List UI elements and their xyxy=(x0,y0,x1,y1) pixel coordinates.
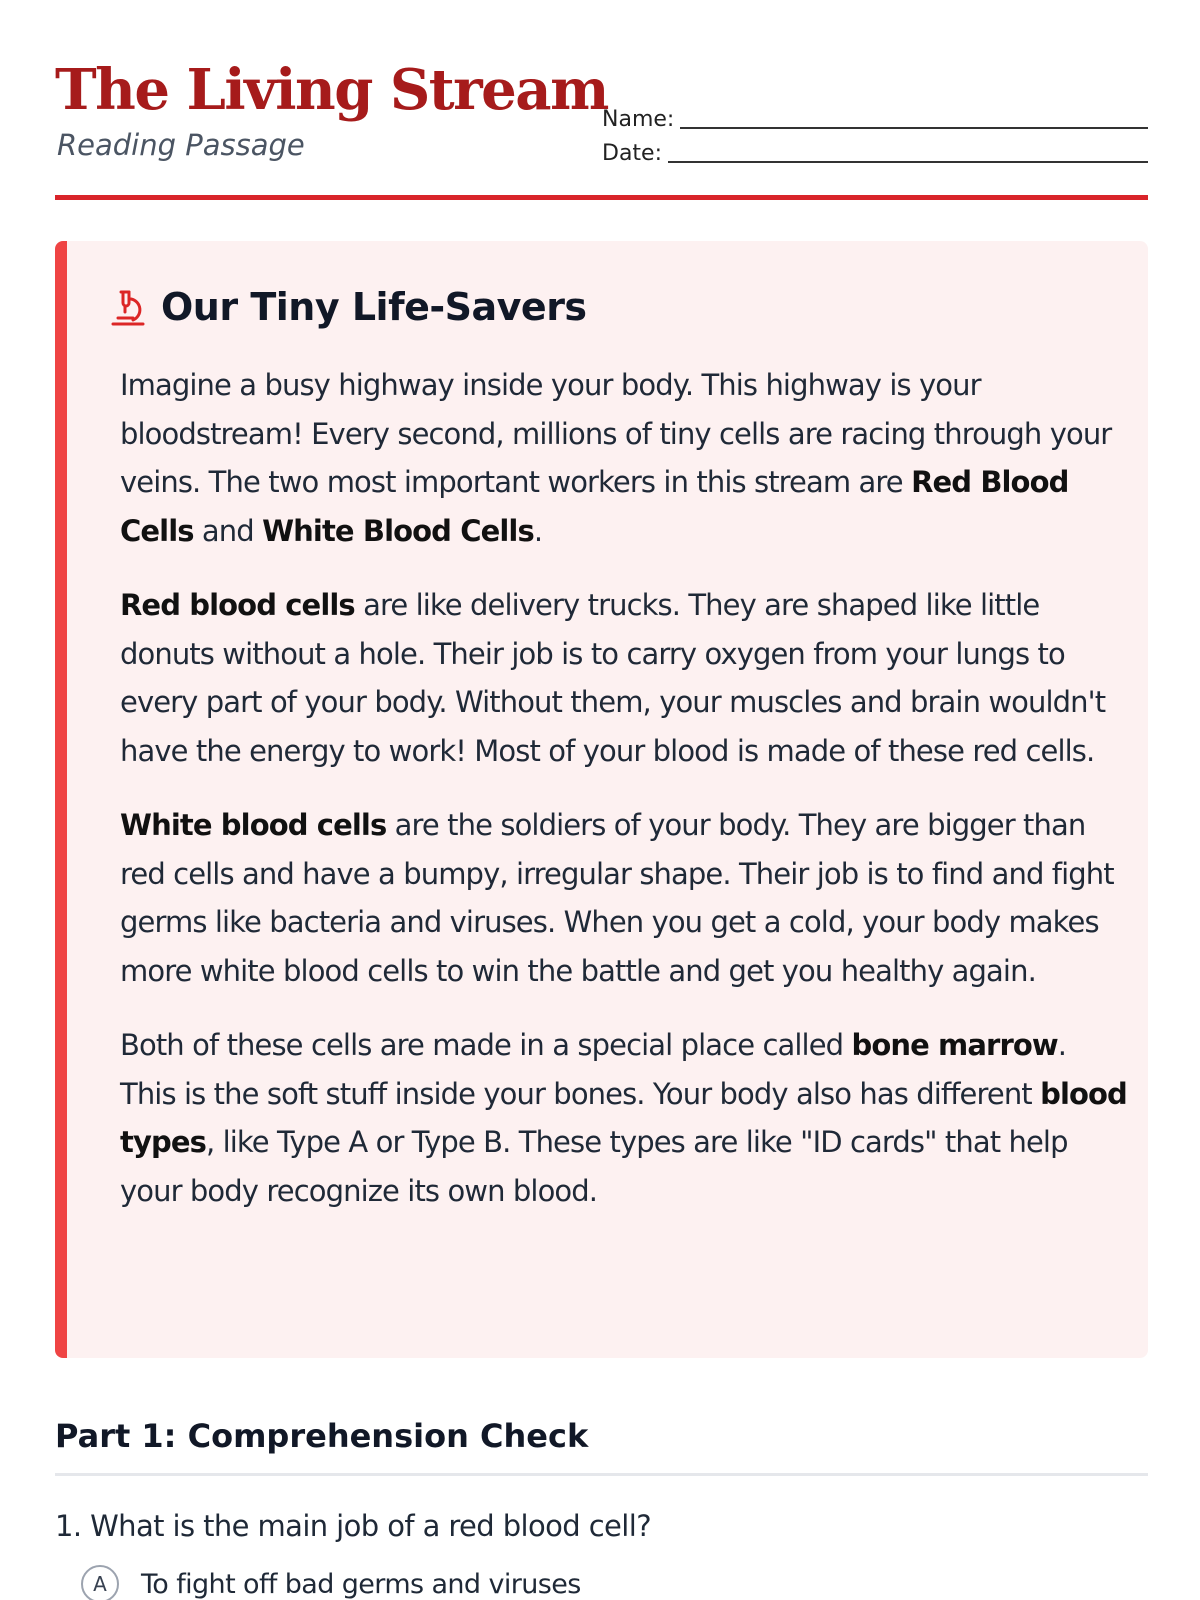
answer-option-a[interactable] xyxy=(81,1565,581,1600)
passage-heading xyxy=(109,283,587,331)
passage-paragraph xyxy=(120,361,1130,555)
document-title: The Living Stream xyxy=(55,57,608,123)
term-red-blood-cells: Red blood cells xyxy=(120,588,355,622)
term-white-blood-cells: White blood cells xyxy=(120,808,387,842)
question-text: 1. What is the main job of a red blood cell? xyxy=(55,1509,651,1543)
term-white-blood-cells: White Blood Cells xyxy=(262,513,534,548)
term-bone-marrow: bone marrow xyxy=(851,1028,1058,1062)
paragraph-text: Both of these cells are made in a special place called xyxy=(120,1028,852,1062)
worksheet-header xyxy=(55,56,1148,200)
name-label: Name: xyxy=(602,107,675,132)
passage-title: Our Tiny Life-Savers xyxy=(161,285,587,329)
term-blood-types: blood types xyxy=(120,1076,1127,1159)
date-label: Date: xyxy=(602,141,662,166)
option-text: To fight off bad germs and viruses xyxy=(141,1568,581,1600)
option-letter-badge[interactable]: A xyxy=(81,1565,119,1600)
name-field[interactable] xyxy=(602,102,1148,134)
date-field[interactable] xyxy=(602,136,1148,168)
passage-paragraph xyxy=(120,801,1130,995)
paragraph-text: , like Type A or Type B. These types are like "ID cards" that help your body recognize its own blood. xyxy=(120,1125,1068,1208)
paragraph-text: are the soldiers of your body. They are bigger than red cells and have a bumpy, irregular shape. Their job is to find and fight germs like bacteria and viruses. When you get a cold, your body makes more white blood cells to win the battle and get you healthy again. xyxy=(120,808,1114,988)
paragraph-text: . This is the soft stuff inside your bones. Your body also has different xyxy=(120,1028,1067,1111)
passage-paragraph xyxy=(120,581,1130,775)
passage-paragraph xyxy=(120,1021,1130,1215)
part-heading: Part 1: Comprehension Check xyxy=(55,1412,1148,1476)
paragraph-text: Imagine a busy highway inside your body. This highway is your bloodstream! Every second, millions of tiny cells are racing through your veins. The two most important workers in this stream are xyxy=(120,368,1112,499)
passage-body xyxy=(120,361,1130,1241)
paragraph-text: are like delivery trucks. They are shaped like little donuts without a hole. Their job is to carry oxygen from your lungs to every part of your body. Without them, your muscles and brain wouldn't have the energy to work! Most of your blood is made of these red cells. xyxy=(120,588,1106,768)
paragraph-text: . xyxy=(533,513,543,548)
document-subtitle: Reading Passage xyxy=(57,128,305,162)
microscope-icon xyxy=(109,286,147,328)
reading-passage-card xyxy=(55,241,1148,1358)
date-line[interactable] xyxy=(668,161,1148,163)
paragraph-text: and xyxy=(193,513,263,548)
name-line[interactable] xyxy=(680,127,1148,129)
term-red-blood-cells: Red Blood Cells xyxy=(120,465,1069,548)
